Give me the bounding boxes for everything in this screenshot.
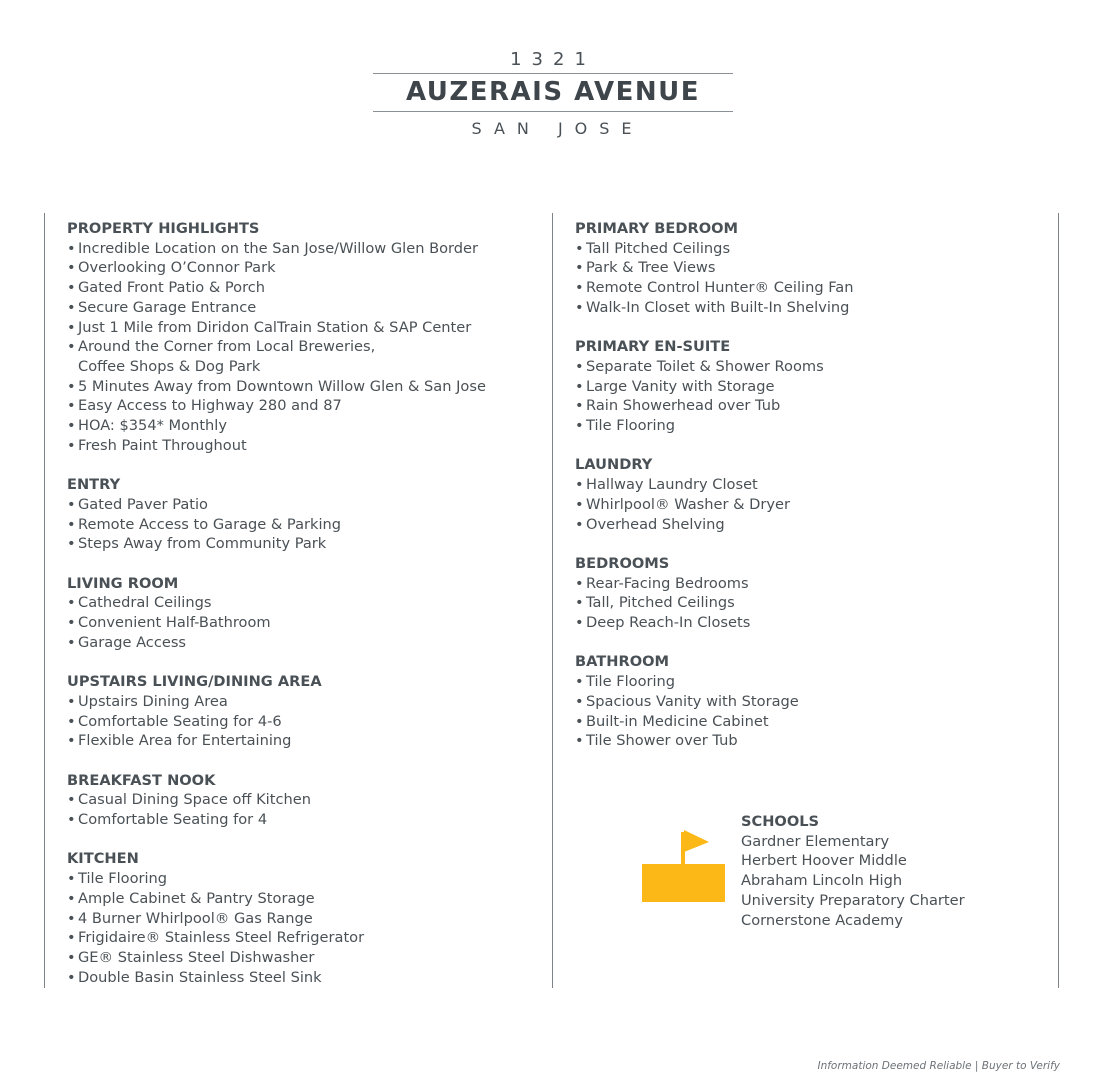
school-item: Gardner Elementary <box>741 832 890 850</box>
feature-item: • Walk-In Closet with Built-In Shelving <box>575 298 1045 318</box>
disclaimer-footer: Information Deemed Reliable | Buyer to Verify <box>817 1060 1060 1072</box>
feature-item: • Park & Tree Views <box>575 258 1045 278</box>
schools-section <box>741 812 965 930</box>
section-bedrooms <box>575 554 1045 633</box>
feature-item: • Around the Corner from Local Breweries, Coffee Shops & Dog Park <box>67 337 537 376</box>
school-flag-icon <box>642 829 726 903</box>
feature-list <box>575 574 1045 633</box>
feature-item: • Hallway Laundry Closet <box>575 475 1045 495</box>
feature-item: • Tile Flooring <box>67 869 537 889</box>
feature-item: • Remote Access to Garage & Parking <box>67 515 537 535</box>
street-name: AUZERAIS AVENUE <box>405 77 700 107</box>
feature-item: • Tile Flooring <box>575 672 1045 692</box>
header-rule-top <box>373 73 733 74</box>
feature-item: • 4 Burner Whirlpool® Gas Range <box>67 909 537 929</box>
feature-item: • Just 1 Mile from Diridon CalTrain Station & SAP Center <box>67 318 537 338</box>
feature-item: • Fresh Paint Throughout <box>67 436 537 456</box>
left-column-features <box>67 219 537 1007</box>
feature-item: • Gated Paver Patio <box>67 495 537 515</box>
feature-item: • Incredible Location on the San Jose/Willow Glen Border <box>67 239 537 259</box>
section-title: BREAKFAST NOOK <box>67 771 216 789</box>
section-title: UPSTAIRS LIVING/DINING AREA <box>67 673 322 691</box>
feature-item: • Casual Dining Space off Kitchen <box>67 790 537 810</box>
school-item: Abraham Lincoln High <box>741 872 903 890</box>
feature-item: • Spacious Vanity with Storage <box>575 692 1045 712</box>
feature-item: • Gated Front Patio & Porch <box>67 278 537 298</box>
section-title: KITCHEN <box>67 850 139 868</box>
feature-item: • Large Vanity with Storage <box>575 377 1045 397</box>
section-bathroom <box>575 652 1045 751</box>
feature-list <box>67 692 537 751</box>
column-divider-middle <box>552 213 553 988</box>
section-property-highlights <box>67 219 537 455</box>
feature-item: • GE® Stainless Steel Dishwasher <box>67 948 537 968</box>
feature-item: • Overhead Shelving <box>575 515 1045 535</box>
feature-list <box>575 357 1045 436</box>
feature-item: • Ample Cabinet & Pantry Storage <box>67 889 537 909</box>
section-title: PRIMARY BEDROOM <box>575 220 739 237</box>
feature-item: • Rain Showerhead over Tub <box>575 396 1045 416</box>
section-living-room <box>67 574 537 653</box>
section-title: BEDROOMS <box>575 554 670 572</box>
section-upstairs-living-dining-area <box>67 672 537 751</box>
section-breakfast-nook <box>67 771 537 830</box>
feature-item: • HOA: $354* Monthly <box>67 416 537 436</box>
feature-item: • Easy Access to Highway 280 and 87 <box>67 396 537 416</box>
section-primary-en-suite <box>575 337 1045 436</box>
section-entry <box>67 475 537 554</box>
feature-item: • Rear-Facing Bedrooms <box>575 574 1045 594</box>
feature-item: • Comfortable Seating for 4 <box>67 810 537 830</box>
feature-item: • Tall Pitched Ceilings <box>575 239 1045 259</box>
school-building-shape <box>642 864 725 902</box>
feature-item: • Garage Access <box>67 633 537 653</box>
section-primary-bedroom <box>575 219 1045 318</box>
feature-item: • Cathedral Ceilings <box>67 593 537 613</box>
feature-item: • Comfortable Seating for 4-6 <box>67 712 537 732</box>
feature-list <box>575 672 1045 751</box>
school-flag-pennant <box>684 830 709 852</box>
feature-item: • Built-in Medicine Cabinet <box>575 712 1045 732</box>
feature-list <box>67 239 537 456</box>
feature-item: • Convenient Half-Bathroom <box>67 613 537 633</box>
feature-item: • Upstairs Dining Area <box>67 692 537 712</box>
feature-list <box>575 475 1045 534</box>
feature-list <box>67 869 537 987</box>
feature-list <box>67 790 537 829</box>
section-kitchen <box>67 849 537 987</box>
feature-item: • Tall, Pitched Ceilings <box>575 593 1045 613</box>
column-divider-right <box>1058 213 1059 988</box>
feature-item: • Secure Garage Entrance <box>67 298 537 318</box>
feature-item: • Double Basin Stainless Steel Sink <box>67 968 537 988</box>
section-title: LAUNDRY <box>575 456 653 474</box>
feature-item: • Frigidaire® Stainless Steel Refrigerator <box>67 928 537 948</box>
school-item: Herbert Hoover Middle <box>741 852 907 870</box>
feature-item: • Steps Away from Community Park <box>67 534 537 554</box>
feature-list <box>67 593 537 652</box>
feature-item: • 5 Minutes Away from Downtown Willow Glen & San Jose <box>67 377 537 397</box>
header-rule-bottom <box>373 111 733 112</box>
city-name: SAN JOSE <box>471 119 644 138</box>
section-laundry <box>575 455 1045 534</box>
section-title: BATHROOM <box>575 653 670 671</box>
school-item: Cornerstone Academy <box>741 911 903 929</box>
section-title: PROPERTY HIGHLIGHTS <box>67 220 260 237</box>
feature-item: • Flexible Area for Entertaining <box>67 731 537 751</box>
schools-title: SCHOOLS <box>741 813 820 830</box>
feature-list <box>575 239 1045 318</box>
section-title: LIVING ROOM <box>67 574 179 592</box>
section-title: PRIMARY EN-SUITE <box>575 338 731 356</box>
feature-item: • Whirlpool® Washer & Dryer <box>575 495 1045 515</box>
feature-item: • Tile Flooring <box>575 416 1045 436</box>
feature-list <box>67 495 537 554</box>
right-column-features <box>575 219 1045 771</box>
schools-list <box>741 832 965 931</box>
feature-item: • Remote Control Hunter® Ceiling Fan <box>575 278 1045 298</box>
feature-item: • Tile Shower over Tub <box>575 731 1045 751</box>
column-divider-left <box>44 213 45 988</box>
school-item: University Preparatory Charter <box>741 891 965 909</box>
feature-item: • Separate Toilet & Shower Rooms <box>575 357 1045 377</box>
house-number: 1321 <box>510 49 596 70</box>
feature-item: • Deep Reach-In Closets <box>575 613 1045 633</box>
feature-item: • Overlooking O’Connor Park <box>67 258 537 278</box>
section-title: ENTRY <box>67 476 121 494</box>
